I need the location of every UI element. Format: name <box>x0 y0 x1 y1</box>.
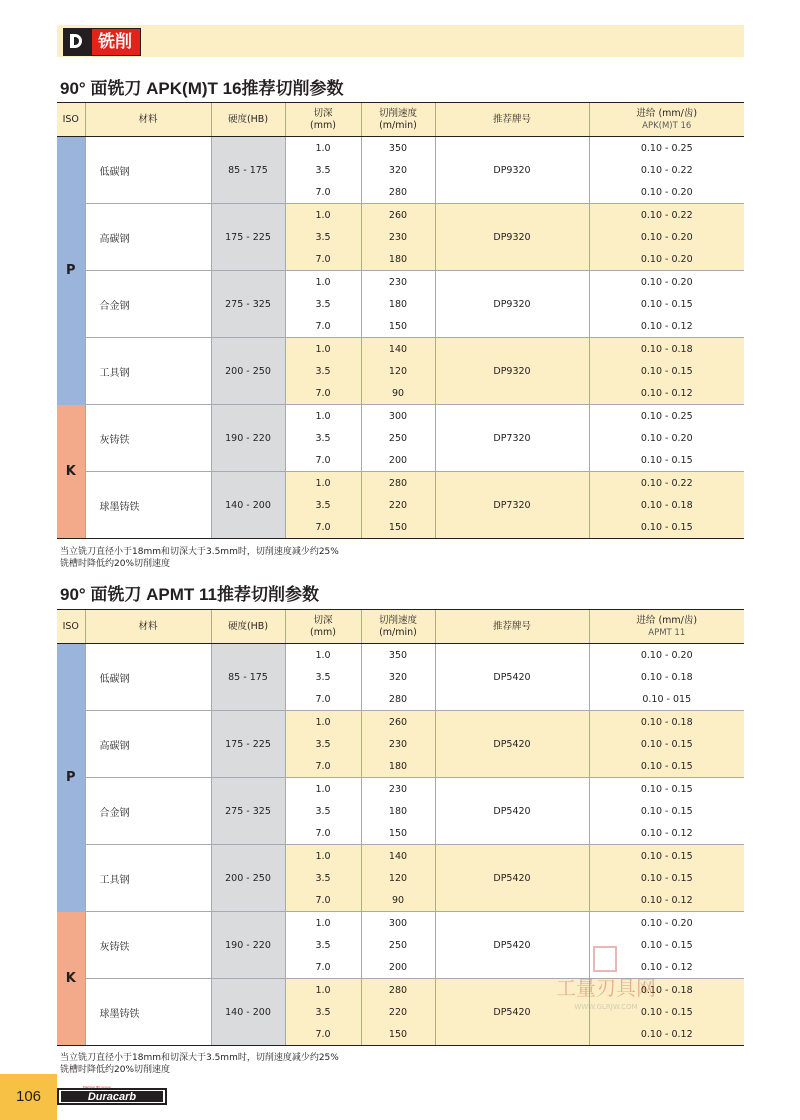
speed-cell: 90 <box>361 382 435 405</box>
col-iso: ISO <box>57 103 85 137</box>
hardness-cell: 275 - 325 <box>211 778 285 845</box>
depth-cell: 1.0 <box>285 137 361 160</box>
material-cell: 球墨铸铁 <box>85 979 211 1046</box>
feed-cell: 0.10 - 0.15 <box>589 360 744 382</box>
feed-cell: 0.10 - 0.18 <box>589 711 744 734</box>
speed-cell: 280 <box>361 979 435 1002</box>
speed-cell: 250 <box>361 427 435 449</box>
material-cell: 工具钢 <box>85 845 211 912</box>
speed-cell: 230 <box>361 733 435 755</box>
speed-cell: 150 <box>361 516 435 539</box>
section-title-2: 90° 面铣刀 APMT 11推荐切削参数 <box>60 585 320 604</box>
speed-cell: 320 <box>361 159 435 181</box>
col-feed <box>589 610 744 644</box>
depth-cell: 1.0 <box>285 845 361 868</box>
feed-cell: 0.10 - 0.22 <box>589 472 744 495</box>
hardness-cell: 190 - 220 <box>211 405 285 472</box>
col-depth-label: 切深 <box>313 614 333 626</box>
speed-cell: 220 <box>361 494 435 516</box>
depth-cell: 1.0 <box>285 204 361 227</box>
grade-cell: DP9320 <box>435 338 589 405</box>
material-cell: 工具钢 <box>85 338 211 405</box>
depth-cell: 7.0 <box>285 382 361 405</box>
feed-cell: 0.10 - 0.18 <box>589 494 744 516</box>
section-header-bar <box>57 25 744 57</box>
material-cell: 合金钢 <box>85 271 211 338</box>
feed-cell: 0.10 - 0.15 <box>589 934 744 956</box>
speed-cell: 280 <box>361 472 435 495</box>
col-speed-unit: (m/min) <box>379 626 417 638</box>
col-speed <box>361 610 435 644</box>
iso-class-cell: P <box>57 644 85 912</box>
depth-cell: 3.5 <box>285 293 361 315</box>
feed-cell: 0.10 - 0.15 <box>589 293 744 315</box>
hardness-cell: 85 - 175 <box>211 137 285 204</box>
hardness-cell: 140 - 200 <box>211 472 285 539</box>
feed-cell: 0.10 - 0.20 <box>589 271 744 294</box>
category-badge <box>63 28 141 56</box>
feed-cell: 0.10 - 0.15 <box>589 516 744 539</box>
feed-cell: 0.10 - 0.15 <box>589 845 744 868</box>
grade-cell: DP5420 <box>435 644 589 711</box>
feed-cell: 0.10 - 0.22 <box>589 159 744 181</box>
speed-cell: 280 <box>361 688 435 711</box>
col-material: 材料 <box>85 610 211 644</box>
feed-cell: 0.10 - 0.22 <box>589 204 744 227</box>
depth-cell: 3.5 <box>285 800 361 822</box>
hardness-cell: 140 - 200 <box>211 979 285 1046</box>
col-feed-label: 进给 (mm/齿) <box>636 614 698 626</box>
speed-cell: 300 <box>361 405 435 428</box>
depth-cell: 3.5 <box>285 1001 361 1023</box>
hardness-cell: 200 - 250 <box>211 338 285 405</box>
feed-cell: 0.10 - 0.12 <box>589 382 744 405</box>
table-row <box>57 845 744 868</box>
depth-cell: 3.5 <box>285 666 361 688</box>
hardness-cell: 200 - 250 <box>211 845 285 912</box>
feed-cell: 0.10 - 0.18 <box>589 979 744 1002</box>
table-header-row <box>57 103 744 137</box>
material-cell: 灰铸铁 <box>85 912 211 979</box>
speed-cell: 200 <box>361 449 435 472</box>
hardness-cell: 175 - 225 <box>211 204 285 271</box>
col-feed-insert: APMT 11 <box>648 627 686 638</box>
depth-cell: 3.5 <box>285 360 361 382</box>
feed-cell: 0.10 - 0.15 <box>589 778 744 801</box>
note-line: 铣槽时降低约20%切削速度 <box>60 1065 171 1075</box>
depth-cell: 7.0 <box>285 1023 361 1046</box>
speed-cell: 90 <box>361 889 435 912</box>
feed-cell: 0.10 - 0.15 <box>589 755 744 778</box>
material-cell: 高碳钢 <box>85 711 211 778</box>
category-label: 铣削 <box>92 29 140 55</box>
brand-mark-icon <box>64 29 92 55</box>
speed-cell: 230 <box>361 778 435 801</box>
depth-cell: 1.0 <box>285 912 361 935</box>
depth-cell: 1.0 <box>285 644 361 667</box>
depth-cell: 3.5 <box>285 159 361 181</box>
table-row <box>57 778 744 801</box>
feed-cell: 0.10 - 0.15 <box>589 800 744 822</box>
table-row <box>57 271 744 294</box>
depth-cell: 7.0 <box>285 822 361 845</box>
hardness-cell: 190 - 220 <box>211 912 285 979</box>
speed-cell: 150 <box>361 315 435 338</box>
duracarb-logo <box>57 1085 167 1105</box>
speed-cell: 320 <box>361 666 435 688</box>
feed-cell: 0.10 - 0.12 <box>589 956 744 979</box>
feed-cell: 0.10 - 0.15 <box>589 449 744 472</box>
iso-class-cell: K <box>57 912 85 1046</box>
speed-cell: 120 <box>361 360 435 382</box>
grade-cell: DP7320 <box>435 405 589 472</box>
table-row <box>57 472 744 495</box>
depth-cell: 3.5 <box>285 867 361 889</box>
grade-cell: DP5420 <box>435 912 589 979</box>
speed-cell: 230 <box>361 271 435 294</box>
table-row <box>57 338 744 361</box>
hardness-cell: 85 - 175 <box>211 644 285 711</box>
col-hardness: 硬度(HB) <box>211 103 285 137</box>
depth-cell: 7.0 <box>285 315 361 338</box>
page-number: 106 <box>0 1074 57 1120</box>
col-speed-unit: (m/min) <box>379 119 417 131</box>
feed-cell: 0.10 - 0.25 <box>589 405 744 428</box>
feed-cell: 0.10 - 0.12 <box>589 889 744 912</box>
watermark-text: 工量刃具网 <box>556 976 656 1000</box>
depth-cell: 3.5 <box>285 733 361 755</box>
table-row <box>57 912 744 935</box>
col-depth <box>285 610 361 644</box>
col-depth-label: 切深 <box>313 107 333 119</box>
material-cell: 低碳钢 <box>85 644 211 711</box>
col-depth <box>285 103 361 137</box>
section-title-1: 90° 面铣刀 APK(M)T 16推荐切削参数 <box>60 79 344 98</box>
speed-cell: 300 <box>361 912 435 935</box>
col-speed <box>361 103 435 137</box>
grade-cell: DP7320 <box>435 472 589 539</box>
feed-cell: 0.10 - 0.12 <box>589 315 744 338</box>
depth-cell: 7.0 <box>285 248 361 271</box>
hardness-cell: 275 - 325 <box>211 271 285 338</box>
depth-cell: 1.0 <box>285 778 361 801</box>
table-row <box>57 137 744 160</box>
speed-cell: 350 <box>361 644 435 667</box>
depth-cell: 7.0 <box>285 956 361 979</box>
logo-wordmark: Duracarb <box>87 1091 137 1103</box>
speed-cell: 260 <box>361 204 435 227</box>
feed-cell: 0.10 - 015 <box>589 688 744 711</box>
depth-cell: 7.0 <box>285 889 361 912</box>
watermark-logo <box>536 945 676 1015</box>
grade-cell: DP5420 <box>435 979 589 1046</box>
feed-cell: 0.10 - 0.15 <box>589 867 744 889</box>
params-table-1 <box>57 102 744 539</box>
depth-cell: 7.0 <box>285 688 361 711</box>
table-row <box>57 204 744 227</box>
material-cell: 灰铸铁 <box>85 405 211 472</box>
grade-cell: DP5420 <box>435 711 589 778</box>
notes-1 <box>60 546 339 570</box>
col-hardness: 硬度(HB) <box>211 610 285 644</box>
grade-cell: DP9320 <box>435 204 589 271</box>
table-row <box>57 644 744 667</box>
speed-cell: 350 <box>361 137 435 160</box>
col-depth-unit: (mm) <box>310 626 336 638</box>
hardness-cell: 175 - 225 <box>211 711 285 778</box>
grade-cell: DP9320 <box>435 271 589 338</box>
feed-cell: 0.10 - 0.25 <box>589 137 744 160</box>
depth-cell: 7.0 <box>285 449 361 472</box>
feed-cell: 0.10 - 0.15 <box>589 733 744 755</box>
col-speed-label: 切削速度 <box>378 614 417 626</box>
col-feed-insert: APK(M)T 16 <box>642 120 692 131</box>
depth-cell: 3.5 <box>285 226 361 248</box>
col-grade: 推荐牌号 <box>435 103 589 137</box>
speed-cell: 180 <box>361 755 435 778</box>
table-row <box>57 405 744 428</box>
depth-cell: 7.0 <box>285 181 361 204</box>
speed-cell: 200 <box>361 956 435 979</box>
feed-cell: 0.10 - 0.18 <box>589 338 744 361</box>
depth-cell: 1.0 <box>285 271 361 294</box>
speed-cell: 180 <box>361 248 435 271</box>
speed-cell: 230 <box>361 226 435 248</box>
note-line: 铣槽时降低约20%切削速度 <box>60 559 171 569</box>
watermark-url: WWW.GLRJW.COM <box>574 1003 638 1011</box>
col-iso: ISO <box>57 610 85 644</box>
col-feed <box>589 103 744 137</box>
iso-class-cell: K <box>57 405 85 539</box>
iso-class-cell: P <box>57 137 85 405</box>
feed-cell: 0.10 - 0.12 <box>589 1023 744 1046</box>
material-cell: 高碳钢 <box>85 204 211 271</box>
notes-2 <box>60 1052 339 1076</box>
speed-cell: 150 <box>361 822 435 845</box>
speed-cell: 260 <box>361 711 435 734</box>
col-speed-label: 切削速度 <box>378 107 417 119</box>
feed-cell: 0.10 - 0.20 <box>589 226 744 248</box>
depth-cell: 3.5 <box>285 427 361 449</box>
col-feed-label: 进给 (mm/齿) <box>636 107 698 119</box>
depth-cell: 7.0 <box>285 516 361 539</box>
material-cell: 低碳钢 <box>85 137 211 204</box>
feed-cell: 0.10 - 0.15 <box>589 1001 744 1023</box>
depth-cell: 1.0 <box>285 338 361 361</box>
note-line: 当立铣刀直径小于18mm和切深大于3.5mm时，切削速度减少约25% <box>60 1053 339 1063</box>
feed-cell: 0.10 - 0.20 <box>589 912 744 935</box>
feed-cell: 0.10 - 0.20 <box>589 427 744 449</box>
grade-cell: DP5420 <box>435 778 589 845</box>
speed-cell: 150 <box>361 1023 435 1046</box>
feed-cell: 0.10 - 0.18 <box>589 666 744 688</box>
speed-cell: 220 <box>361 1001 435 1023</box>
depth-cell: 1.0 <box>285 711 361 734</box>
table-header-row <box>57 610 744 644</box>
feed-cell: 0.10 - 0.20 <box>589 248 744 271</box>
material-cell: 球墨铸铁 <box>85 472 211 539</box>
col-grade: 推荐牌号 <box>435 610 589 644</box>
feed-cell: 0.10 - 0.20 <box>589 644 744 667</box>
logo-tagline: Member BC Group <box>83 1085 111 1089</box>
depth-cell: 1.0 <box>285 979 361 1002</box>
grade-cell: DP5420 <box>435 845 589 912</box>
depth-cell: 3.5 <box>285 494 361 516</box>
depth-cell: 3.5 <box>285 934 361 956</box>
depth-cell: 7.0 <box>285 755 361 778</box>
speed-cell: 250 <box>361 934 435 956</box>
speed-cell: 280 <box>361 181 435 204</box>
speed-cell: 120 <box>361 867 435 889</box>
table-row <box>57 711 744 734</box>
grade-cell: DP9320 <box>435 137 589 204</box>
speed-cell: 140 <box>361 845 435 868</box>
depth-cell: 1.0 <box>285 405 361 428</box>
speed-cell: 180 <box>361 293 435 315</box>
feed-cell: 0.10 - 0.20 <box>589 181 744 204</box>
depth-cell: 1.0 <box>285 472 361 495</box>
speed-cell: 140 <box>361 338 435 361</box>
col-depth-unit: (mm) <box>310 119 336 131</box>
feed-cell: 0.10 - 0.12 <box>589 822 744 845</box>
speed-cell: 180 <box>361 800 435 822</box>
note-line: 当立铣刀直径小于18mm和切深大于3.5mm时，切削速度减少约25% <box>60 547 339 557</box>
col-material: 材料 <box>85 103 211 137</box>
material-cell: 合金钢 <box>85 778 211 845</box>
